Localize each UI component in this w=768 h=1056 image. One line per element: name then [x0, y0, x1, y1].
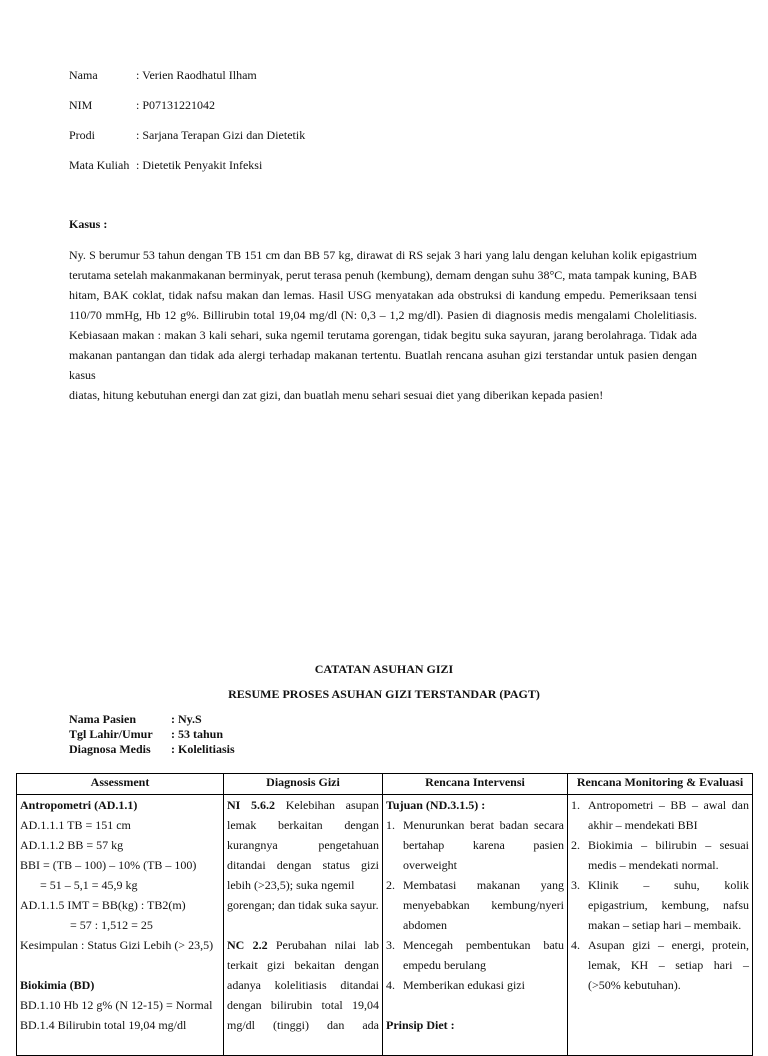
- antropometri-line: BBI = (TB – 100) – 10% (TB – 100): [20, 858, 197, 872]
- info-value-nim: : P07131221042: [136, 98, 216, 112]
- ni-line: gorengan; dan tidak suka sayur.: [227, 898, 379, 912]
- ni-line: NI 5.6.2 Kelebihan asupan: [227, 798, 379, 812]
- biokimia-line: BD.1.10 Hb 12 g% (N 12-15) = Normal: [20, 998, 213, 1012]
- info-label-mata-kuliah: Mata Kuliah: [69, 158, 130, 172]
- pasien-row-diagnosa: [69, 742, 235, 757]
- list-item: 1. Menurunkan berat badan secara bertahap karena pasien overweight: [386, 818, 564, 872]
- info-label-nama: Nama: [69, 68, 98, 82]
- header-monitoring: Rencana Monitoring & Evaluasi: [568, 774, 753, 795]
- info-value-prodi: : Sarjana Terapan Gizi dan Dietetik: [136, 128, 306, 142]
- nc-line: dengan bilirubin total 19,04: [227, 998, 379, 1012]
- pasien-value: : Kolelitiasis: [171, 742, 235, 756]
- list-item: 1. Antropometri – BB – awal dan akhir – mendekati BBI: [571, 798, 749, 832]
- kasus-line: hitam, BAK coklat, tidak nafsu makan dan lemas. Hasil USG menyatakan ada obstruksi di kandung empedu. Pemeriksaan tensi: [69, 288, 697, 302]
- info-value-nama: : Verien Raodhatul Ilham: [136, 68, 257, 82]
- kasus-line: Ny. S berumur 53 tahun dengan TB 151 cm dan BB 57 kg, dirawat di RS sejak 3 hari yang lalu dengan keluhan kolik epigastrium: [69, 248, 697, 262]
- ni-line: lebih (>23,5); suka ngemil: [227, 878, 355, 892]
- nc-line: terkait gizi bekaitan dengan: [227, 958, 379, 972]
- pasien-row-umur: [69, 727, 223, 742]
- antropometri-line: AD.1.1.2 BB = 57 kg: [20, 838, 124, 852]
- pasien-value: : Ny.S: [171, 712, 202, 726]
- pasien-label: Tgl Lahir/Umur: [69, 727, 153, 741]
- list-item: 4. Asupan gizi – energi, protein, lemak, KH – setiap hari – (>50% kebutuhan).: [571, 938, 749, 992]
- tujuan-heading: Tujuan (ND.3.1.5) :: [386, 798, 486, 812]
- nc-line: NC 2.2 Perubahan nilai lab: [227, 938, 380, 952]
- info-label-prodi: Prodi: [69, 128, 96, 142]
- cell-intervensi: [383, 795, 568, 1056]
- antropometri-heading: Antropometri (AD.1.1): [20, 798, 138, 812]
- kasus-heading: Kasus :: [69, 217, 108, 231]
- kasus-paragraph: [69, 245, 697, 405]
- antropometri-line: = 57 : 1,512 = 25: [70, 918, 153, 932]
- cell-monitoring: [568, 795, 753, 1056]
- info-label-nim: NIM: [69, 98, 93, 112]
- header-intervensi: Rencana Intervensi: [383, 774, 568, 795]
- pasien-row-nama: [69, 712, 202, 727]
- kasus-line: makanan pantangan dan tidak ada alergi terhadap makanan tertentu. Buatlah rencana asuhan gizi terstandar untuk pasien dengan kasus: [69, 348, 697, 382]
- nc-code: NC 2.2: [227, 938, 268, 952]
- document-title: CATATAN ASUHAN GIZI: [314, 662, 454, 676]
- header-assessment: Assessment: [17, 774, 224, 795]
- pagt-table: [16, 773, 753, 1056]
- prinsip-diet-heading: Prinsip Diet :: [386, 1018, 455, 1032]
- antropometri-line: = 51 – 5,1 = 45,9 kg: [40, 878, 138, 892]
- kasus-line: Kebiasaan makan : makan 3 kali sehari, suka ngemil terutama gorengan, tidak begitu suka sayuran, jarang berolahraga. Tidak ada: [69, 328, 697, 342]
- kasus-line: terutama setelah makanmakanan berminyak, perut terasa penuh (kembung), demam dengan suhu 38°C, mata tampak kuning, BAB: [69, 268, 697, 282]
- pasien-value: : 53 tahun: [171, 727, 224, 741]
- nc-line: mg/dl (tinggi) dan ada: [227, 1018, 379, 1032]
- pasien-label: Nama Pasien: [69, 712, 136, 726]
- info-value-mata-kuliah: : Dietetik Penyakit Infeksi: [136, 158, 263, 172]
- ni-line: ditandai dengan status gizi: [227, 858, 379, 872]
- list-item: 3. Klinik – suhu, kolik epigastrium, kembung, nafsu makan – setiap hari – membaik.: [571, 878, 749, 932]
- ni-line: kurangnya pengetahuan: [227, 838, 379, 852]
- kasus-line: diatas, hitung kebutuhan energi dan zat gizi, dan buatlah menu sehari sesuai diet yang diberikan kepada pasien!: [69, 388, 604, 402]
- antropometri-line: AD.1.1.5 IMT = BB(kg) : TB2(m): [20, 898, 186, 912]
- header-diagnosis: Diagnosis Gizi: [224, 774, 383, 795]
- antropometri-line: AD.1.1.1 TB = 151 cm: [20, 818, 131, 832]
- kasus-line: 110/70 mmHg, Hb 12 g%. Billirubin total 19,04 mg/dl (N: 0,3 – 1,2 mg/dl). Pasien di diagnosis medis mengalami Cholelitiasis.: [69, 308, 697, 322]
- table-row: [17, 795, 753, 1056]
- list-item: 2. Membatasi makanan yang menyebabkan kembung/nyeri abdomen: [386, 878, 564, 932]
- ni-code: NI 5.6.2: [227, 798, 276, 812]
- list-item: 3. Mencegah pembentukan batu empedu berulang: [386, 938, 564, 972]
- ni-line: lemak berkaitan dengan: [227, 818, 379, 832]
- biokimia-heading: Biokimia (BD): [20, 978, 95, 992]
- biokimia-line: BD.1.4 Bilirubin total 19,04 mg/dl: [20, 1018, 187, 1032]
- cell-diagnosis: [224, 795, 383, 1056]
- pasien-label: Diagnosa Medis: [69, 742, 151, 756]
- nc-line: adanya kolelitiasis ditandai: [227, 978, 379, 992]
- document-subtitle: RESUME PROSES ASUHAN GIZI TERSTANDAR (PAGT): [228, 687, 540, 701]
- table-header-row: [17, 774, 753, 795]
- list-item: 4. Memberikan edukasi gizi: [386, 978, 525, 992]
- cell-assessment: [17, 795, 224, 1056]
- list-item: 2. Biokimia – bilirubin – sesuai medis – mendekati normal.: [571, 838, 749, 872]
- antropometri-line: Kesimpulan : Status Gizi Lebih (> 23,5): [20, 938, 214, 952]
